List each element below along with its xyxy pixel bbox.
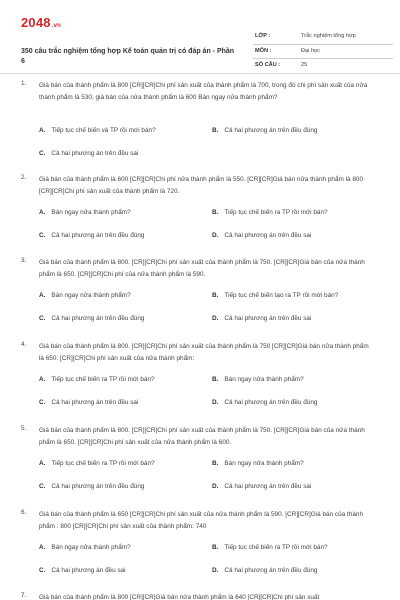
option-b[interactable]: B. Cả hai phương án trên đều đúng [212, 127, 318, 134]
meta-row-class [253, 30, 393, 45]
meta-row-count [253, 59, 393, 74]
option-d[interactable]: D. Cả hai phương án trên đều đúng [212, 567, 318, 574]
option-b[interactable]: B. Bán ngay nửa thành phẩm? [212, 376, 304, 383]
site-logo[interactable]: 2048.vn [21, 15, 62, 30]
question-number: 2. [21, 174, 27, 181]
document-header [21, 16, 381, 66]
question-text: Giá bán của thành phẩm là 650 [CR][CR]Chi phí sản xuất của nửa thành phẩm là 590. [CR][CR]Giá bán của thành phẩm : 800 [CR][CR]Chi phí sản xuất của thành phẩm: 740 [39, 511, 364, 531]
question-number: 1. [21, 80, 27, 87]
question-number: 7. [21, 592, 27, 599]
option-d[interactable]: D. Cả hai phương án trên đều đúng [212, 399, 318, 406]
question-text: Giá bán của thành phẩm là 600 [CR][CR]Chi phí nửa thành phẩm là 550. [CR][CR]Giá bán nửa thành phẩm là 800 [CR][CR]Chi phí sản xuất của thành phẩm là 720. [39, 176, 364, 196]
option-b[interactable]: B. Tiếp tục chế biến ra TP rồi mới bán? [212, 209, 328, 216]
option-d[interactable]: D. Cả hai phương án trên đều sai [212, 232, 312, 239]
header-divider [0, 73, 400, 74]
option-a[interactable]: A. Bán ngay nửa thành phẩm? [39, 544, 131, 551]
meta-key: LỚP : [255, 33, 271, 39]
option-c[interactable]: C. Cả hai phương án trên đều sai [39, 399, 139, 406]
option-d[interactable]: D. Cả hai phương án trên đều sai [212, 483, 312, 490]
option-a[interactable]: A. Tiếp tục chế biến và TP rồi mới bán? [39, 127, 156, 134]
question-number: 5. [21, 425, 27, 432]
option-a[interactable]: A. Bán ngay nửa thành phẩm? [39, 292, 131, 299]
question-number: 3. [21, 257, 27, 264]
question-number: 6. [21, 509, 27, 516]
meta-value: 25 [301, 62, 308, 68]
question-text: Giá bán của thành phẩm là 800. [CR][CR]Chi phí sản xuất của thành phẩm là 750. [CR][CR]Giá bán của nửa thành phẩm là 650. [CR][CR]Chi phí của nửa thành phẩm là 590. [39, 259, 365, 279]
option-a[interactable]: A. Tiếp tục chế biến ra TP rồi mới bán? [39, 460, 155, 467]
meta-value: Đại học [301, 47, 320, 54]
question-text: Giá bán của thành phẩm là 800 [CR][CR]Giá bán nửa thành phẩm là 640 [CR][CR]Chi phí sản xuất [39, 594, 320, 600]
meta-key: SỐ CÂU : [255, 62, 281, 68]
option-c[interactable]: C. Cả hai phương án trên đều sai [39, 150, 139, 157]
option-c[interactable]: C. Cả hai phương án trên đều đúng [39, 232, 145, 239]
meta-row-subject [253, 45, 393, 60]
option-c[interactable]: C. Cả hai phương án trên đều đúng [39, 315, 145, 322]
option-d[interactable]: D. Cả hai phương án trên đều sai [212, 315, 312, 322]
option-c[interactable]: C. Cả hai phương án đều sai [39, 567, 126, 574]
option-b[interactable]: B. Bán ngay nửa thành phẩm? [212, 460, 304, 467]
question-text: Giá bán của thành phẩm là 800 [CR][CR]Chi phí sản xuất của thành phẩm là 700, trong đó chi phí sản xuất của nửa thành phẩm là 530; giá bán của nửa thành phẩm là 600 Bán ngay nửa thành phẩm? [39, 82, 368, 102]
option-a[interactable]: A. Bán ngay nửa thành phẩm? [39, 209, 131, 216]
document-title: 350 câu trắc nghiệm tổng hợp Kế toán quản trị có đáp án - Phần 6 [21, 48, 235, 65]
option-c[interactable]: C. Cả hai phương án trên đều đúng [39, 483, 145, 490]
meta-table [253, 30, 393, 74]
question-number: 4. [21, 341, 27, 348]
option-a[interactable]: A. Tiếp tục chế biến ra TP rồi mới bán? [39, 376, 155, 383]
question-text: Giá bán của thành phẩm là 800. [CR][CR]Chi phí sản xuất của thành phẩm là 750. [CR][CR]Giá bán của nửa thành phẩm là 650. [CR][CR]Chi phí sản xuất của nửa thành phẩm là 600. [39, 427, 365, 447]
option-b[interactable]: B. Tiếp tục chế biến ra TP rồi mới bán? [212, 544, 328, 551]
meta-key: MÔN : [255, 47, 272, 54]
question-text: Giá bán của thành phẩm là 800. [CR][CR]Chi phí sản xuất của thành phẩm là 750 [CR][CR]Giá bán nửa thành phẩm là 650. [CR][CR]Chi phí sản xuất của nửa thành phẩm: [39, 343, 369, 363]
meta-value: Trắc nghiệm tổng hợp [301, 33, 356, 39]
option-b[interactable]: B. Tiếp tục chế biến tạo ra TP rồi mới bán? [212, 292, 339, 299]
